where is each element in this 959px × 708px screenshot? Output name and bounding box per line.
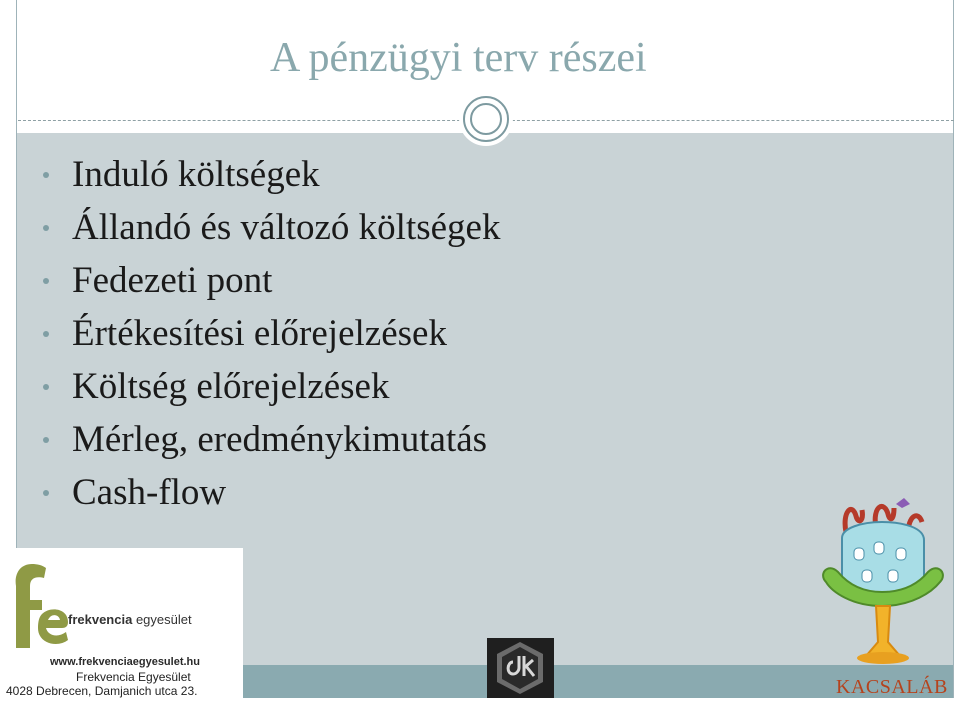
bullet-icon	[43, 437, 49, 443]
circle-ornament-icon	[459, 92, 513, 146]
frekvencia-org-name: Frekvencia Egyesület	[76, 670, 191, 684]
kacsalab-house-icon	[812, 492, 952, 672]
list-item: Induló költségek	[36, 152, 500, 205]
frekvencia-fe-logo-icon	[2, 556, 72, 656]
frekvencia-url: www.frekvenciaegyesulet.hu	[50, 656, 200, 668]
bullet-icon	[43, 331, 49, 337]
dk-logo-icon	[487, 638, 554, 698]
list-item: Fedezeti pont	[36, 258, 500, 311]
list-item: Állandó és változó költségek	[36, 205, 500, 258]
list-item: Mérleg, eredménykimutatás	[36, 417, 500, 470]
bullet-icon	[43, 225, 49, 231]
bullet-icon	[43, 278, 49, 284]
bullet-icon	[43, 172, 49, 178]
slide-title: A pénzügyi terv részei	[270, 35, 647, 81]
kacsalab-label: KACSALÁB	[836, 676, 948, 698]
frekvencia-logo	[0, 548, 243, 708]
bullet-icon	[43, 490, 49, 496]
frekvencia-name: frekvencia egyesület	[68, 612, 192, 627]
list-item: Költség előrejelzések	[36, 364, 500, 417]
list-item: Értékesítési előrejelzések	[36, 311, 500, 364]
bullet-icon	[43, 384, 49, 390]
bullet-list	[36, 152, 500, 523]
list-item: Cash-flow	[36, 470, 500, 523]
frekvencia-address: 4028 Debrecen, Damjanich utca 23.	[6, 684, 198, 698]
dk-logo	[487, 638, 554, 698]
